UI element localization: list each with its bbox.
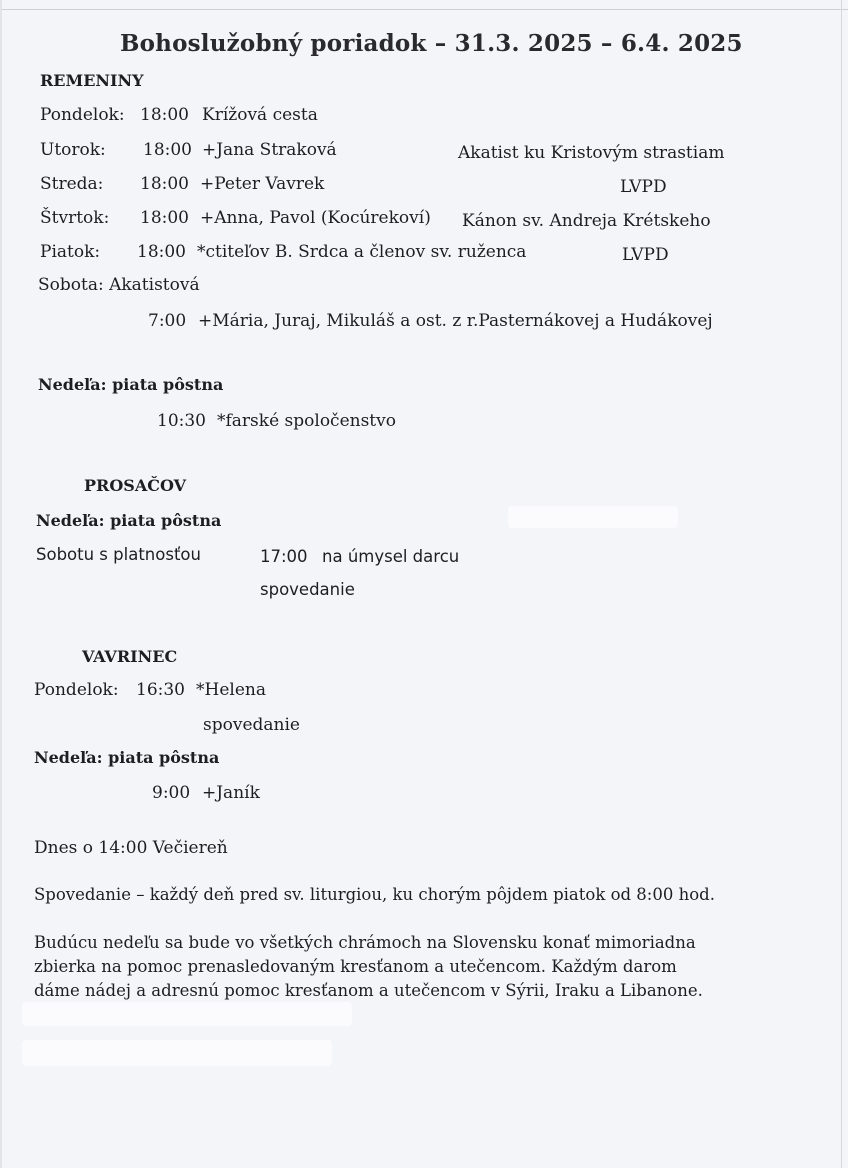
vavrinec-nedela-time: 9:00 — [152, 783, 191, 803]
remeniny-nedela-time: 10:30 — [157, 411, 206, 431]
remeniny-sobota-intention: +Mária, Juraj, Mikuláš a ost. z r.Pasternákovej a Hudákovej — [198, 311, 713, 331]
section-heading-remeniny: REMENINY — [40, 71, 144, 90]
remeniny-utorok-label: Utorok: — [40, 140, 106, 160]
note-vecieren: Dnes o 14:00 Večiereň — [34, 838, 228, 858]
note-spovedanie: Spovedanie – každý deň pred sv. liturgiou, ku chorým pôjdem piatok od 8:00 hod. — [34, 885, 715, 904]
section-heading-prosacov: PROSAČOV — [84, 476, 187, 495]
remeniny-utorok-time: 18:00 — [143, 140, 192, 160]
remeniny-nedela-intention: *farské spoločenstvo — [217, 411, 396, 431]
prosacov-intention: na úmysel darcu — [322, 547, 460, 566]
page-right-edge — [841, 0, 842, 1168]
remeniny-nedela-label: Nedeľa: piata pôstna — [38, 375, 224, 394]
vavrinec-nedela-intention: +Janík — [202, 783, 260, 803]
remeniny-stvrtok-note: Kánon sv. Andreja Krétskeho — [462, 211, 711, 231]
prosacov-time: 17:00 — [260, 547, 308, 566]
remeniny-piatok-intention: *ctiteľov B. Srdca a členov sv. ruženca — [197, 242, 527, 262]
remeniny-streda-time: 18:00 — [140, 174, 189, 194]
vavrinec-pondelok-intention: *Helena — [196, 680, 266, 700]
prosacov-nedela-label: Nedeľa: piata pôstna — [36, 511, 222, 530]
remeniny-pondelok-label: Pondelok: — [40, 105, 125, 125]
page-title: Bohoslužobný poriadok – 31.3. 2025 – 6.4. 2025 — [120, 30, 743, 57]
page-top-edge — [0, 9, 848, 10]
prosacov-sobotu-label: Sobotu s platnosťou — [36, 545, 201, 564]
redaction-patch — [22, 1002, 352, 1026]
vavrinec-pondelok-time: 16:30 — [136, 680, 185, 700]
remeniny-utorok-note: Akatist ku Kristovým strastiam — [458, 143, 725, 163]
remeniny-sobota-label: Sobota: Akatistová — [38, 275, 200, 295]
section-heading-vavrinec: VAVRINEC — [82, 647, 178, 666]
note-zbierka-line-2: zbierka na pomoc prenasledovaným kresťanom a utečencom. Každým darom — [34, 957, 677, 976]
remeniny-piatok-time: 18:00 — [137, 242, 186, 262]
remeniny-streda-note: LVPD — [620, 177, 667, 197]
remeniny-pondelok-intention: Krížová cesta — [202, 105, 318, 125]
remeniny-utorok-intention: +Jana Straková — [202, 140, 337, 160]
remeniny-streda-label: Streda: — [40, 174, 104, 194]
remeniny-stvrtok-intention: +Anna, Pavol (Kocúrekoví) — [200, 208, 431, 228]
remeniny-sobota-time: 7:00 — [148, 311, 187, 331]
remeniny-piatok-note: LVPD — [622, 245, 669, 265]
redaction-patch — [508, 506, 678, 528]
remeniny-stvrtok-time: 18:00 — [140, 208, 189, 228]
remeniny-streda-intention: +Peter Vavrek — [200, 174, 325, 194]
remeniny-pondelok-time: 18:00 — [140, 105, 189, 125]
redaction-patch — [22, 1040, 332, 1066]
vavrinec-nedela-label: Nedeľa: piata pôstna — [34, 748, 220, 767]
vavrinec-confession: spovedanie — [203, 715, 300, 735]
vavrinec-pondelok-label: Pondelok: — [34, 680, 119, 700]
prosacov-confession: spovedanie — [260, 580, 355, 599]
note-zbierka-line-1: Budúcu nedeľu sa bude vo všetkých chrámoch na Slovensku konať mimoriadna — [34, 933, 696, 952]
remeniny-stvrtok-label: Štvrtok: — [40, 208, 110, 228]
note-zbierka-line-3: dáme nádej a adresnú pomoc kresťanom a utečencom v Sýrii, Iraku a Libanone. — [34, 981, 703, 1000]
remeniny-piatok-label: Piatok: — [40, 242, 101, 262]
page-left-edge — [0, 0, 2, 1168]
